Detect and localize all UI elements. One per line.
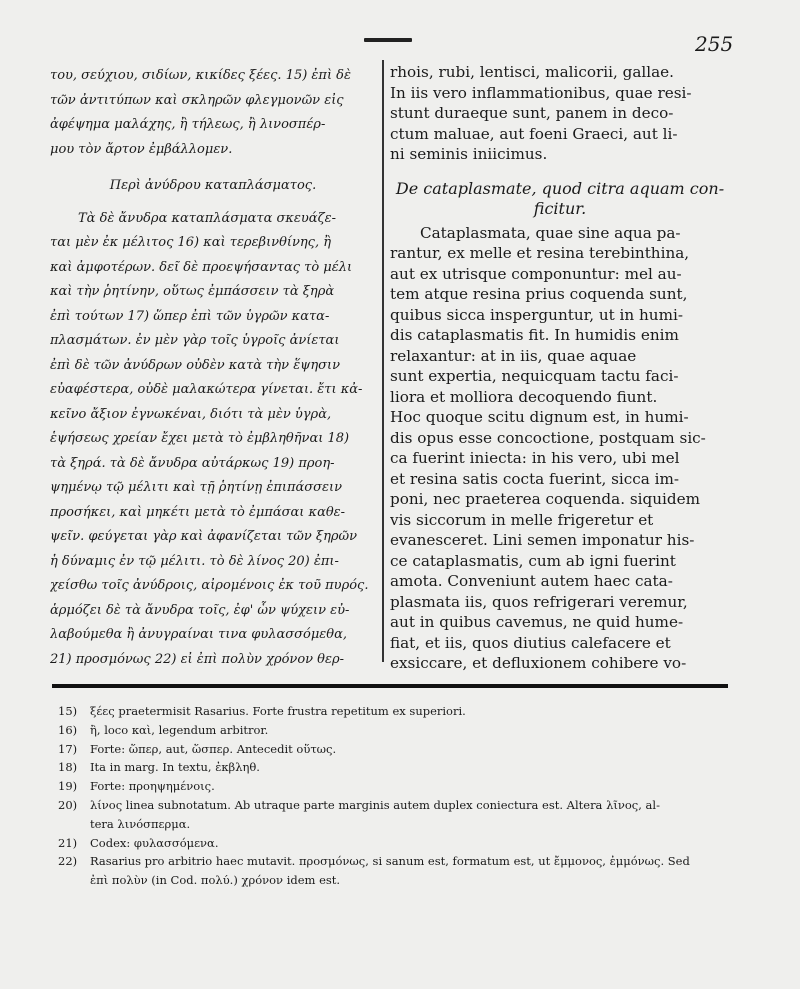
latin-heading-line: De cataplasmate, quod citra aquam con- <box>395 178 725 198</box>
latin-line: tem atque resina prius coquenda sunt, <box>390 285 688 303</box>
greek-line: κεῖνο ἄξιον ἐγνωκέναι, διότι τὰ μὲν ὑγρὰ, <box>50 406 332 422</box>
latin-line: poni, nec praeterea coquenda. siquidem <box>390 490 700 508</box>
latin-line: amota. Conveniunt autem haec cata- <box>390 572 673 590</box>
latin-line: plasmata iis, quos refrigerari veremur, <box>390 592 688 611</box>
latin-line: In iis vero inflammationibus, quae resi- <box>390 83 692 102</box>
footnotes <box>58 702 734 890</box>
greek-line: πλασμάτων. ἐν μὲν γὰρ τοῖς ὑγροῖς ἀνίεται <box>50 333 340 348</box>
footnote <box>58 758 734 777</box>
latin-line: ca fuerint iniecta: in his vero, ubi mel <box>390 449 680 467</box>
latin-line: sunt expertia, nequicquam tactu faci- <box>390 367 679 385</box>
footnote <box>58 796 734 815</box>
latin-line: stunt duraeque sunt, panem in deco- <box>390 104 674 122</box>
latin-line: Hoc quoque scitu dignum est, in humi- <box>390 408 689 426</box>
greek-line: ἡ δύναμις ἐν τῷ μέλιτι. τὸ δὲ λίνος 20) ἐπι- <box>50 553 339 569</box>
latin-line: et resina satis cocta fuerint, sicca im- <box>390 469 680 488</box>
greek-line: χείσθω τοῖς ἀνύδροις, αἰρομένοις ἐκ τοῦ πυρός. <box>50 578 369 593</box>
latin-line: rhois, rubi, lentisci, malicorii, gallae. <box>390 63 674 81</box>
footnote-separator-rule <box>52 684 728 688</box>
footnote-continuation: ἐπὶ πολὺν (in Cod. πολύ.) χρόνον idem est. <box>90 873 341 888</box>
greek-line: Τὰ δὲ ἄνυδρα καταπλάσματα σκευάζε- <box>78 210 336 226</box>
latin-line: liora et molliora decoquendo fiunt. <box>390 387 658 406</box>
greek-line: μου τὸν ἄρτον ἐμβάλλομεν. <box>50 141 233 157</box>
greek-line: ται μὲν ἐκ μέλιτος 16) καὶ τερεβινθίνης, ἢ <box>50 235 332 250</box>
greek-line: τὰ ξηρά. τὰ δὲ ἄνυδρα αὐτάρκως 19) προη- <box>50 455 335 471</box>
greek-line: λαβούμεθα ἢ ἀνυγραίναι τινα φυλασσόμεθα, <box>50 627 347 642</box>
footnote-number: 17) <box>58 741 78 756</box>
footnote <box>58 777 734 796</box>
footnote-text: ξέες praetermisit Rasarius. Forte frustra repetitum ex superiori. <box>90 704 466 718</box>
latin-line: vis siccorum in melle frigeretur et <box>390 510 654 529</box>
latin-line: aut in quibus cavemus, ne quid hume- <box>390 613 684 631</box>
latin-line: dis opus esse concoctione, postquam sic- <box>390 428 706 447</box>
footnote-number: 21) <box>58 835 78 850</box>
latin-line: ni seminis iniicimus. <box>390 145 548 163</box>
latin-line: Cataplasmata, quae sine aqua pa- <box>420 223 681 242</box>
latin-column <box>390 62 730 674</box>
footnote-continuation: tera λινόσπερμα. <box>90 816 191 831</box>
greek-line: τῶν ἀντιτύπων καὶ σκληρῶν φλεγμονῶν εἰς <box>50 92 344 108</box>
greek-line: εὐαφέστερα, οὐδὲ μαλακώτερα γίνεται. ἔτι κἀ- <box>50 382 363 397</box>
greek-line: καὶ τὴν ῥητίνην, οὕτως ἐμπάσσειν τὰ ξηρὰ <box>50 284 335 299</box>
latin-section-heading <box>390 179 730 219</box>
footnote-number: 22) <box>58 854 78 869</box>
greek-line: ἐπὶ δὲ τῶν ἀνύδρων οὐδὲν κατὰ τὴν ἕψησιν <box>50 357 341 373</box>
footnote-text: λίνος linea subnotatum. Ab utraque parte marginis autem duplex coniectura est. Altera λῖνος, al- <box>90 797 660 812</box>
latin-line: exsiccare, et defluxionem cohibere vo- <box>390 654 687 672</box>
column-divider <box>382 60 384 662</box>
greek-line: ἑψήσεως χρείαν ἔχει μετὰ τὸ ἐμβληθῆναι 18) <box>50 431 350 446</box>
footnote-text: Forte: προηψημένοις. <box>90 779 215 794</box>
greek-line: ἀφέψημα μαλάχης, ἢ τήλεως, ἢ λινοσπέρ- <box>50 117 326 132</box>
footnote-text: Ita in marg. In textu, ἐκβληθ. <box>90 760 260 775</box>
footnote-text: ἢ, loco καὶ, legendum arbitror. <box>90 722 269 737</box>
header-ornament-rule <box>364 38 412 42</box>
greek-line: ψεῖν. φεύγεται γὰρ καὶ ἀφανίζεται τῶν ξηρῶν <box>50 529 358 544</box>
page-number: 255 <box>695 32 734 56</box>
latin-line: dis cataplasmatis fit. In humidis enim <box>390 326 679 344</box>
footnote-text: Forte: ὥπερ, aut, ὥσπερ. Antecedit οὕτως. <box>90 741 337 756</box>
footnote <box>58 852 734 871</box>
latin-heading-line: ficitur. <box>533 198 587 218</box>
footnote <box>58 740 734 759</box>
footnote-number: 16) <box>58 722 78 737</box>
footnote-number: 20) <box>58 797 78 812</box>
footnote-number: 15) <box>58 704 78 718</box>
footnote-number: 19) <box>58 779 78 794</box>
footnote-text: Codex: φυλασσόμενα. <box>90 835 219 850</box>
footnote <box>58 721 734 740</box>
latin-line: aut ex utrisque componuntur: mel au- <box>390 264 682 283</box>
greek-column <box>50 64 376 672</box>
greek-line: του, σεύχιου, σιδίων, κικίδες ξέες. 15) ἐπὶ δὲ <box>50 68 351 83</box>
latin-line: rantur, ex melle et resina terebinthina, <box>390 244 690 262</box>
latin-line: relaxantur: at in iis, quae aquae <box>390 346 637 365</box>
footnote <box>58 702 734 721</box>
greek-line: ψημένῳ τῷ μέλιτι καὶ τῇ ῥητίνῃ ἐπιπάσσειν <box>50 480 343 495</box>
latin-line: ce cataplasmatis, cum ab igni fuerint <box>390 551 676 570</box>
latin-line: evanesceret. Lini semen imponatur his- <box>390 531 695 549</box>
footnote <box>58 834 734 853</box>
footnote-text: Rasarius pro arbitrio haec mutavit. προσμόνως, si sanum est, formatum est, ut ἔμμονος, ἐμμόνως. Sed <box>90 854 690 869</box>
footnote-number: 18) <box>58 760 78 775</box>
greek-line: 21) προσμόνως 22) εἰ ἐπὶ πολὺν χρόνον θερ- <box>50 651 345 667</box>
greek-section-heading: Περὶ ἀνύδρου καταπλάσματος. <box>109 178 317 193</box>
greek-line: προσήκει, καὶ μηκέτι μετὰ τὸ ἐμπάσαι καθε- <box>50 504 346 520</box>
latin-line: fiat, et iis, quos diutius calefacere et <box>390 633 671 652</box>
latin-line: quibus sicca insperguntur, ut in humi- <box>390 305 683 324</box>
latin-line: ctum maluae, aut foeni Graeci, aut li- <box>390 124 678 143</box>
greek-line: ἐπὶ τούτων 17) ὥπερ ἐπὶ τῶν ὑγρῶν κατα- <box>50 308 330 324</box>
greek-line: ἁρμόζει δὲ τὰ ἄνυδρα τοῖς, ἐφ' ὧν ψύχειν εὐ- <box>50 602 350 618</box>
greek-line: καὶ ἀμφοτέρων. δεῖ δὲ προεψήσαντας τὸ μέλι <box>50 259 353 275</box>
